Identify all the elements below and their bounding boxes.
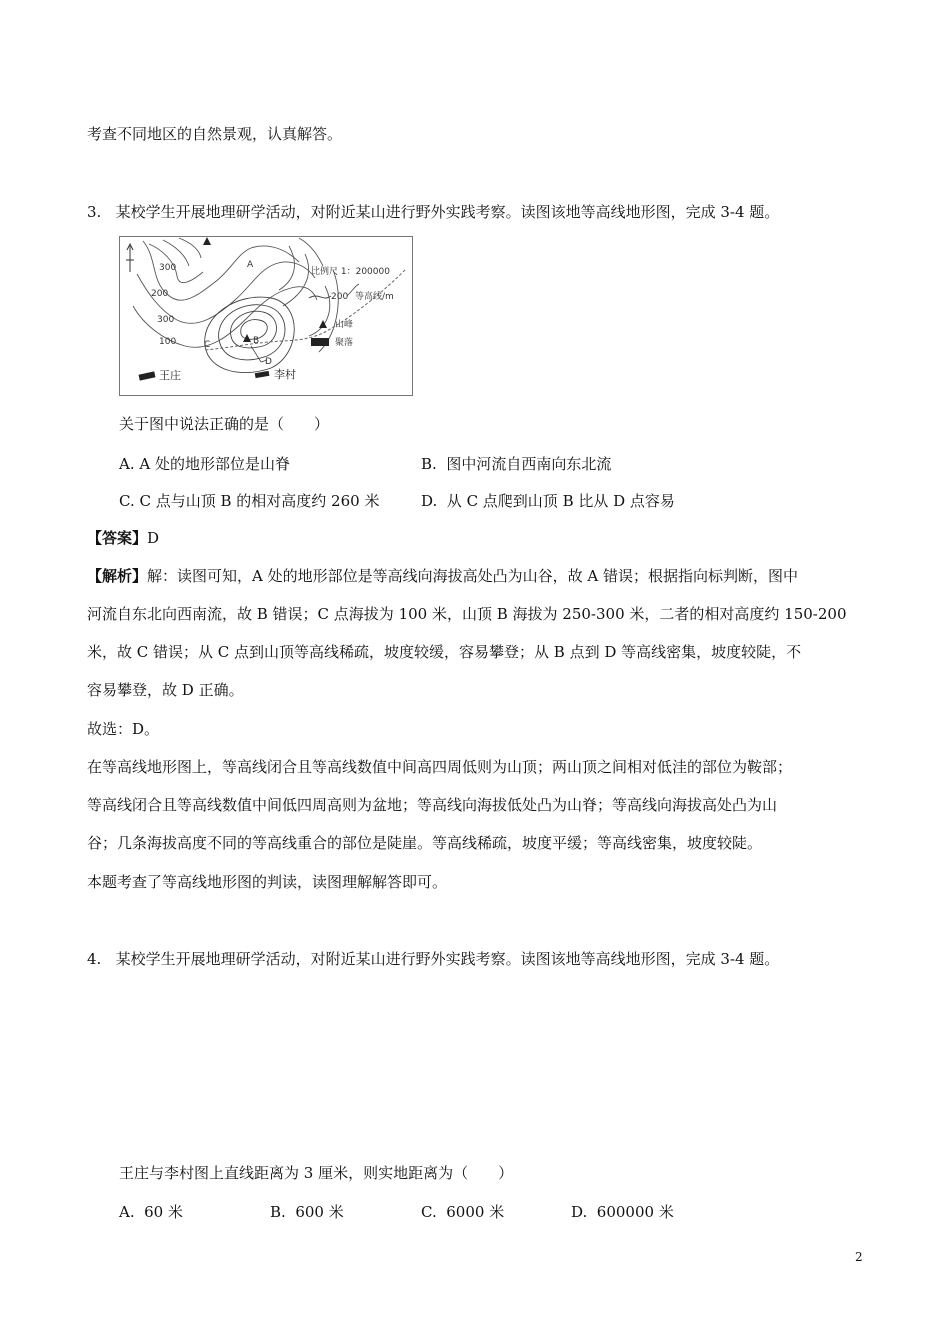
contour-label-300-b: 300 xyxy=(157,315,175,325)
analysis-line-1 xyxy=(87,566,798,586)
answer-line xyxy=(87,528,159,548)
choice-line: 故选：D。 xyxy=(87,720,160,738)
q3-option-d: D. 从 C 点爬到山顶 B 比从 D 点容易 xyxy=(421,492,675,510)
legend-contour-value: 200 xyxy=(331,292,349,302)
legend-peak-label: 山峰 xyxy=(335,320,354,330)
q3-option-b: B. 图中河流自西南向东北流 xyxy=(421,455,612,473)
analysis-label: 【解析】 xyxy=(87,567,148,585)
analysis-text-3: 米，故 C 错误；从 C 点到山顶等高线稀疏，坡度较缓，容易攀登；从 B 点到 D 等高线密集，坡度较陡，不 xyxy=(87,643,802,661)
q4-option-d: D. 600000 米 xyxy=(571,1203,674,1221)
q3-option-c: C. C 点与山顶 B 的相对高度约 260 米 xyxy=(119,492,380,510)
analysis-text-2: 河流自东北向西南流，故 B 错误；C 点海拔为 100 米，山顶 B 海拔为 250-300 米，二者的相对高度约 150-200 xyxy=(87,605,847,623)
note-line-1: 在等高线地形图上，等高线闭合且等高线数值中间高四周低则为山顶；两山顶之间相对低洼的部位为鞍部； xyxy=(87,758,793,776)
legend-contour-label: 等高线/m xyxy=(355,292,394,302)
village-licun: 李村 xyxy=(274,368,296,381)
page-number: 2 xyxy=(855,1250,863,1264)
q4-option-c: C. 6000 米 xyxy=(421,1203,505,1221)
contour-label-200: 200 xyxy=(151,289,169,299)
note-line-4: 本题考查了等高线地形图的判读，读图理解解答即可。 xyxy=(87,873,448,891)
village-wangzhuang: 王庄 xyxy=(159,369,181,382)
map-point-d: D xyxy=(265,357,272,367)
q4-option-a: A. 60 米 xyxy=(119,1203,183,1221)
analysis-text-1: 解：读图可知，A 处的地形部位是等高线向海拔高处凸为山谷，故 A 错误；根据指向标判断，图中 xyxy=(147,567,798,585)
contour-map xyxy=(119,236,413,396)
map-point-c: C xyxy=(204,340,211,350)
map-point-b: B xyxy=(253,336,260,346)
note-line-3: 谷；几条海拔高度不同的等高线重合的部位是陡崖。等高线稀疏，坡度平缓；等高线密集，坡度较陡。 xyxy=(87,834,763,852)
note-line-2: 等高线闭合且等高线数值中间低四周高则为盆地；等高线向海拔低处凸为山脊；等高线向海拔高处凸为山 xyxy=(87,796,778,814)
legend-settlement-label: 聚落 xyxy=(335,338,354,348)
answer-label: 【答案】 xyxy=(87,529,148,547)
legend-settlement-icon xyxy=(311,338,329,346)
intro-tail: 考查不同地区的自然景观，认真解答。 xyxy=(87,125,343,143)
question-3-stem: 3. 某校学生开展地理研学活动，对附近某山进行野外实践考察。读图该地等高线地形图，完成 3-4 题。 xyxy=(87,203,780,221)
question-4-stem: 4. 某校学生开展地理研学活动，对附近某山进行野外实践考察。读图该地等高线地形图，完成 3-4 题。 xyxy=(87,950,780,968)
question-4-prompt: 王庄与李村图上直线距离为 3 厘米，则实地距离为（ ） xyxy=(119,1164,514,1182)
map-scale: 比例尺 1：200000 xyxy=(311,267,390,277)
contour-label-300-a: 300 xyxy=(159,263,177,273)
q4-option-b: B. 600 米 xyxy=(270,1203,344,1221)
answer-value: D xyxy=(147,529,160,547)
q3-option-a: A. A 处的地形部位是山脊 xyxy=(119,455,290,473)
map-point-a: A xyxy=(247,260,254,270)
contour-label-100: 100 xyxy=(159,337,177,347)
analysis-text-4: 容易攀登，故 D 正确。 xyxy=(87,681,244,699)
question-3-prompt: 关于图中说法正确的是（ ） xyxy=(119,415,330,433)
